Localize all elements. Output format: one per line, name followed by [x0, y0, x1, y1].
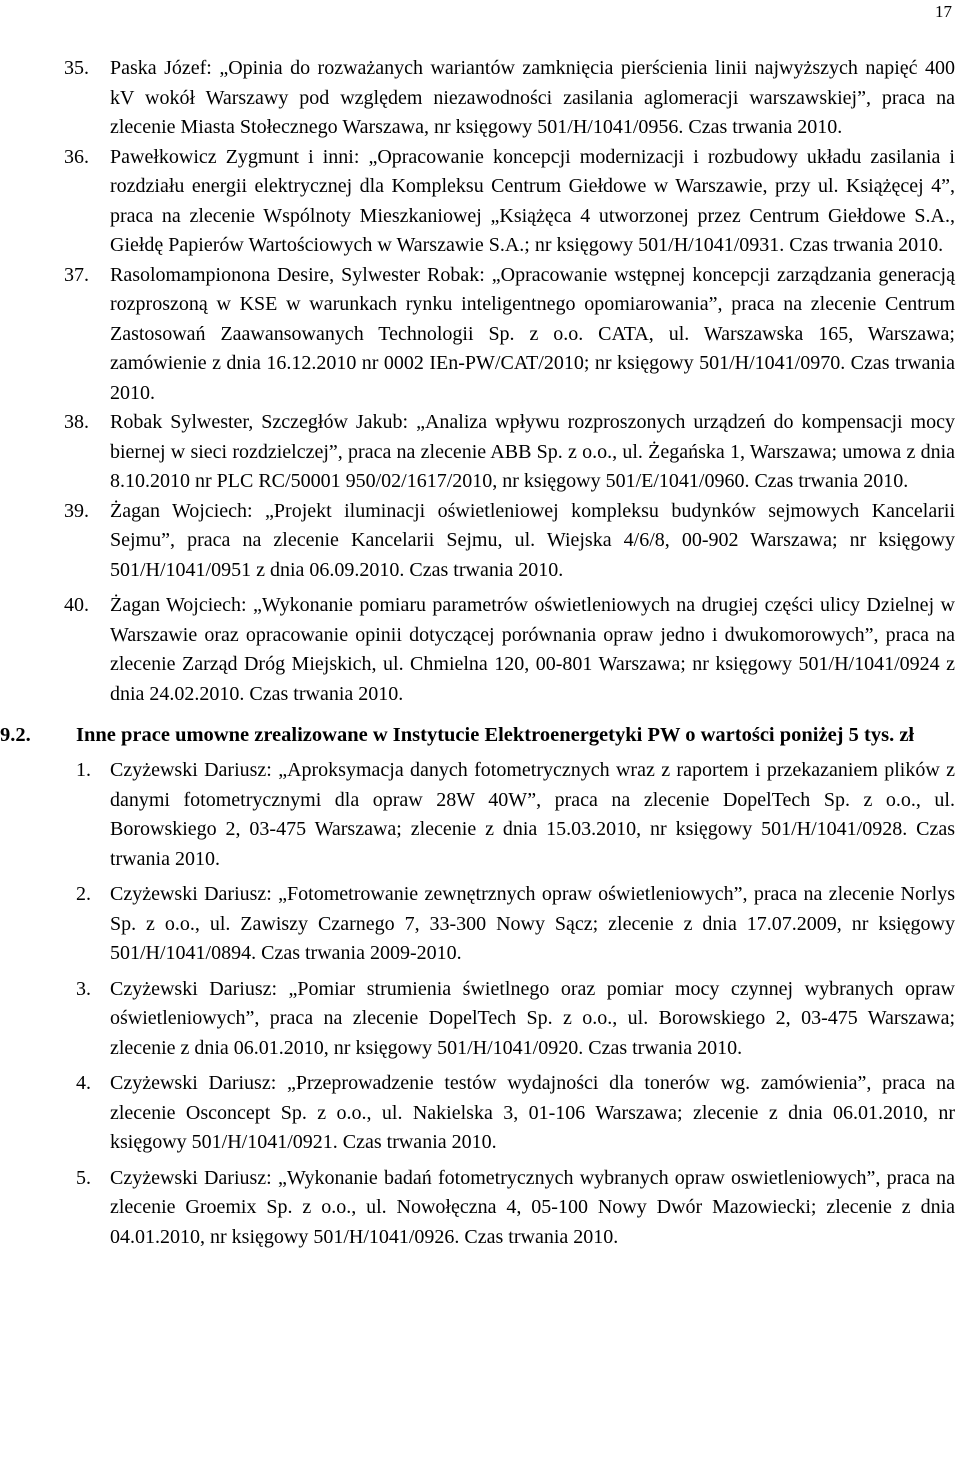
- list-item-text: Rasolomampionona Desire, Sylwester Robak: „Opracowanie wstępnej koncepcji zarządzania generacją rozproszoną w KSE w warunkach rynku inteligentnego opomiarowania”, praca na zlecenie Centrum Zastosowań Zaawansowanych Technologii Sp. z o.o. CATA, ul. Warszawska 165, Warszawa; zamówienie z dnia 16.12.2010 nr 0002 IEn-PW/CAT/2010; nr księgowy 501/H/1041/0970. Czas trwania 2010.: [110, 263, 955, 404]
- list-item: [0, 1069, 955, 1158]
- list-item-number: 37.: [64, 263, 89, 286]
- list-item-number: 36.: [64, 145, 89, 168]
- list-item-number: 40.: [64, 594, 89, 616]
- list-item: [0, 1164, 955, 1253]
- list-item-number: 5.: [76, 1166, 91, 1189]
- list-item-text: Żagan Wojciech: „Projekt iluminacji oświetleniowej kompleksu budynków sejmowych Kancelarii Sejmu”, praca na zlecenie Kancelarii Sejmu, ul. Wiejska 4/6/8, 00-902 Warszawa; nr księgowy 501/H/1041/0951 z dnia 06.09.2010. Czas trwania 2010.: [110, 499, 955, 581]
- sub-list: [0, 756, 960, 1252]
- page-number: 17: [935, 2, 952, 21]
- list-item-number: 1.: [76, 759, 91, 781]
- list-item-text: Robak Sylwester, Szczegłów Jakub: „Analiza wpływu rozproszonych urządzeń do kompensacji mocy biernej w sieci rozdzielczej”, praca na zlecenie ABB Sp. z o.o., ul. Żegańska 1, Warszawa; umowa z dnia 8.10.2010 nr PLC RC/50001 950/02/1617/2010, nr księgowy 501/E/1041/0960. Czas trwania 2010.: [110, 411, 955, 492]
- list-item-text: Czyżewski Dariusz: „Fotometrowanie zewnętrznych opraw oświetleniowych”, praca na zlecenie Norlys Sp. z o.o., ul. Zawiszy Czarnego 7, 33-300 Nowy Sącz; zlecenie z dnia 17.07.2009, nr księgowy 501/H/1041/0894. Czas trwania 2009-2010.: [110, 883, 955, 964]
- list-item-text: Czyżewski Dariusz: „Pomiar strumienia świetlnego oraz pomiar mocy czynnej wybranych opraw oświetleniowych”, praca na zlecenie DopelTech Sp. z o.o., ul. Borowskiego 2, 03-475 Warszawa; zlecenie z dnia 06.01.2010, nr księgowy 501/H/1041/0920. Czas trwania 2010.: [110, 977, 955, 1059]
- list-item-text: Czyżewski Dariusz: „Wykonanie badań fotometrycznych wybranych opraw oswietleniowych”, praca na zlecenie Groemix Sp. z o.o., ul. Nowołęczna 4, 05-100 Nowy Dwór Mazowiecki; zlecenie z dnia 04.01.2010, nr księgowy 501/H/1041/0926. Czas trwania 2010.: [110, 1166, 955, 1248]
- list-item-text: Paska Józef: „Opinia do rozważanych wariantów zamknięcia pierścienia linii najwyższych napięć 400 kV wokół Warszawy pod względem niezawodności zasilania aglomeracji warszawskiej”, praca na zlecenie Miasta Stołecznego Warszawa, nr księgowy 501/H/1041/0956. Czas trwania 2010.: [110, 57, 955, 138]
- document-body: [0, 54, 960, 1258]
- list-item-text: Czyżewski Dariusz: „Aproksymacja danych fotometrycznych wraz z raportem i przekazaniem plików z danymi fotometrycznymi dla opraw 28W 40W”, praca na zlecenie DopelTech Sp. z o.o., ul. Borowskiego 2, 03-475 Warszawa; zlecenie z dnia 15.03.2010, nr księgowy 501/H/1041/0928. Czas trwania 2010.: [110, 759, 955, 870]
- list-item: [0, 143, 955, 261]
- section-number: 9.2.: [0, 724, 31, 746]
- list-item: [0, 880, 955, 969]
- list-item-text: Pawełkowicz Zygmunt i inni: „Opracowanie koncepcji modernizacji i rozbudowy układu zasilania i rozdziału energii elektrycznej dla Kompleksu Centrum Giełdowe w Warszawie, przy ul. Książęcej 4”, praca na zlecenie Wspólnoty Mieszkaniowej „Książęca 4 utworzonej przez Centrum Giełdowe S.A., Giełdę Papierów Wartościowych w Warszawie S.A.; nr księgowy 501/H/1041/0931. Czas trwania 2010.: [110, 145, 955, 256]
- list-item: [0, 54, 955, 143]
- list-item-text: Czyżewski Dariusz: „Przeprowadzenie testów wydajności dla tonerów wg. zamówienia”, praca na zlecenie Osconcept Sp. z o.o., ul. Nakielska 3, 01-106 Warszawa; zlecenie z dnia 06.01.2010, nr księgowy 501/H/1041/0921. Czas trwania 2010.: [110, 1072, 955, 1153]
- list-item: [0, 408, 955, 497]
- list-item-text: Żagan Wojciech: „Wykonanie pomiaru parametrów oświetleniowych na drugiej części ulicy Dzielnej w Warszawie oraz opracowanie opinii dotyczącej porównania opraw jedno i dwukomorowych”, praca na zlecenie Zarząd Dróg Miejskich, ul. Chmielna 120, 00-801 Warszawa; nr księgowy 501/H/1041/0924 z dnia 24.02.2010. Czas trwania 2010.: [110, 594, 955, 705]
- list-item-number: 39.: [64, 499, 89, 522]
- section-title: Inne prace umowne zrealizowane w Instytucie Elektroenergetyki PW o wartości poniżej 5 tys. zł: [76, 724, 915, 746]
- list-item-number: 4.: [76, 1072, 91, 1094]
- list-item: [0, 261, 955, 409]
- section-heading: [0, 721, 931, 750]
- list-item-number: 35.: [64, 57, 89, 79]
- list-item: [0, 497, 955, 586]
- list-item: [0, 975, 955, 1064]
- list-item-number: 3.: [76, 977, 91, 1000]
- list-item: [0, 591, 955, 709]
- list-item: [0, 756, 955, 874]
- list-item-number: 2.: [76, 883, 91, 905]
- list-item-number: 38.: [64, 411, 89, 433]
